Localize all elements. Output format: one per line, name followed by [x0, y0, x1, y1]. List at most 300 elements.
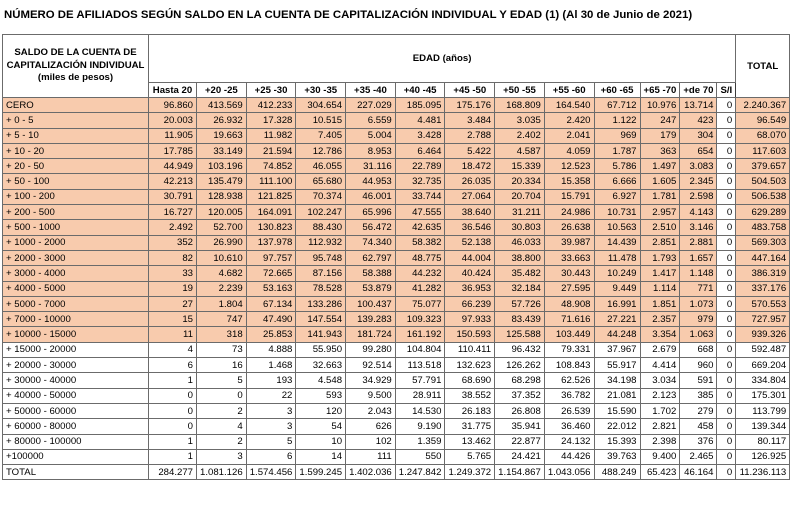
- age-column-header: +25 -30: [246, 83, 296, 98]
- table-cell: 26.638: [544, 220, 594, 235]
- table-cell: 12.523: [544, 159, 594, 174]
- row-label: + 7000 - 10000: [3, 312, 149, 327]
- table-cell: 97.757: [246, 250, 296, 265]
- table-cell: 52.138: [445, 235, 495, 250]
- table-cell: 4.481: [395, 113, 445, 128]
- table-cell: 120: [296, 403, 346, 418]
- table-cell: 13.462: [445, 434, 495, 449]
- table-cell: 40.424: [445, 266, 495, 281]
- row-label: + 3000 - 4000: [3, 266, 149, 281]
- table-cell: 2.239: [197, 281, 247, 296]
- table-cell: 3.428: [395, 128, 445, 143]
- row-total-cell: 506.538: [736, 189, 790, 204]
- table-row: [3, 113, 790, 128]
- table-cell: 10.976: [640, 98, 680, 113]
- row-total-cell: 629.289: [736, 205, 790, 220]
- table-cell: 0: [717, 403, 736, 418]
- table-body: [3, 98, 790, 480]
- table-cell: 14.530: [395, 403, 445, 418]
- table-cell: 36.782: [544, 388, 594, 403]
- edad-header: EDAD (años): [149, 35, 736, 83]
- table-cell: 5.786: [594, 159, 640, 174]
- table-row: [3, 327, 790, 342]
- row-total-cell: 139.344: [736, 419, 790, 434]
- table-cell: 0: [717, 296, 736, 311]
- table-cell: 488.249: [594, 465, 640, 480]
- row-total-cell: 68.070: [736, 128, 790, 143]
- table-cell: 385: [680, 388, 717, 403]
- table-cell: 0: [717, 113, 736, 128]
- table-row: [3, 358, 790, 373]
- table-cell: 96.432: [495, 342, 545, 357]
- table-cell: 304: [680, 128, 717, 143]
- table-cell: 46.164: [680, 465, 717, 480]
- table-cell: 137.978: [246, 235, 296, 250]
- age-column-header: +35 -40: [346, 83, 396, 98]
- table-cell: 71.616: [544, 312, 594, 327]
- row-total-cell: 337.176: [736, 281, 790, 296]
- table-cell: 48.908: [544, 296, 594, 311]
- table-cell: 0: [717, 128, 736, 143]
- table-cell: 0: [717, 281, 736, 296]
- table-cell: 139.283: [346, 312, 396, 327]
- row-total-cell: 96.549: [736, 113, 790, 128]
- table-cell: 164.091: [246, 205, 296, 220]
- table-cell: 304.654: [296, 98, 346, 113]
- table-cell: 7.405: [296, 128, 346, 143]
- table-cell: 52.700: [197, 220, 247, 235]
- row-total-cell: 669.204: [736, 358, 790, 373]
- table-cell: 0: [149, 403, 197, 418]
- table-cell: 0: [717, 434, 736, 449]
- table-cell: 95.748: [296, 250, 346, 265]
- table-cell: 132.623: [445, 358, 495, 373]
- table-cell: 22.012: [594, 419, 640, 434]
- table-cell: 16: [197, 358, 247, 373]
- table-cell: 1.122: [594, 113, 640, 128]
- table-cell: 247: [640, 113, 680, 128]
- table-row: [3, 403, 790, 418]
- table-cell: 1.154.867: [495, 465, 545, 480]
- table-cell: 3.035: [495, 113, 545, 128]
- table-cell: 58.388: [346, 266, 396, 281]
- table-cell: 15: [149, 312, 197, 327]
- table-cell: 31.116: [346, 159, 396, 174]
- table-cell: 26.035: [445, 174, 495, 189]
- table-row: [3, 143, 790, 158]
- table-cell: 2.851: [640, 235, 680, 250]
- table-cell: 1.359: [395, 434, 445, 449]
- table-cell: 38.552: [445, 388, 495, 403]
- table-cell: 36.546: [445, 220, 495, 235]
- table-cell: 168.809: [495, 98, 545, 113]
- table-cell: 65.996: [346, 205, 396, 220]
- table-cell: 175.176: [445, 98, 495, 113]
- table-cell: 27: [149, 296, 197, 311]
- table-cell: 21.594: [246, 143, 296, 158]
- table-cell: 12.786: [296, 143, 346, 158]
- table-cell: 55.917: [594, 358, 640, 373]
- table-cell: 26.539: [544, 403, 594, 418]
- row-label: + 200 - 500: [3, 205, 149, 220]
- table-cell: 38.800: [495, 250, 545, 265]
- row-total-cell: 117.603: [736, 143, 790, 158]
- table-cell: 56.472: [346, 220, 396, 235]
- table-row: [3, 174, 790, 189]
- table-cell: 0: [717, 143, 736, 158]
- table-cell: 1.249.372: [445, 465, 495, 480]
- table-cell: 47.555: [395, 205, 445, 220]
- table-row: [3, 128, 790, 143]
- table-cell: 6.666: [594, 174, 640, 189]
- table-cell: 9.449: [594, 281, 640, 296]
- table-cell: 14.439: [594, 235, 640, 250]
- table-cell: 6: [246, 449, 296, 464]
- table-cell: 1.702: [640, 403, 680, 418]
- table-cell: 39.987: [544, 235, 594, 250]
- age-column-header: +40 -45: [395, 83, 445, 98]
- table-cell: 15.393: [594, 434, 640, 449]
- table-row: [3, 419, 790, 434]
- table-cell: 37.967: [594, 342, 640, 357]
- row-total-cell: 379.657: [736, 159, 790, 174]
- table-cell: 25.853: [246, 327, 296, 342]
- page-title: NÚMERO DE AFILIADOS SEGÚN SALDO EN LA CUENTA DE CAPITALIZACIÓN INDIVIDUAL Y EDAD (1) (Al 30 de Junio de 2021): [4, 9, 693, 21]
- row-label: + 10000 - 15000: [3, 327, 149, 342]
- table-cell: 1.793: [640, 250, 680, 265]
- table-cell: 4.888: [246, 342, 296, 357]
- table-cell: 16.727: [149, 205, 197, 220]
- table-cell: 55.950: [296, 342, 346, 357]
- table-cell: 33: [149, 266, 197, 281]
- table-row: [3, 373, 790, 388]
- table-cell: 33.149: [197, 143, 247, 158]
- table-row: [3, 250, 790, 265]
- table-cell: 150.593: [445, 327, 495, 342]
- table-row: [3, 434, 790, 449]
- table-cell: 2.679: [640, 342, 680, 357]
- table-cell: 125.588: [495, 327, 545, 342]
- table-cell: 26.990: [197, 235, 247, 250]
- row-label: + 500 - 1000: [3, 220, 149, 235]
- table-cell: 14: [296, 449, 346, 464]
- table-cell: 6.559: [346, 113, 396, 128]
- row-total-cell: 447.164: [736, 250, 790, 265]
- table-cell: 1.574.456: [246, 465, 296, 480]
- table-cell: 2.398: [640, 434, 680, 449]
- table-cell: 1.114: [640, 281, 680, 296]
- table-cell: 376: [680, 434, 717, 449]
- table-cell: 3.034: [640, 373, 680, 388]
- table-cell: 2.881: [680, 235, 717, 250]
- table-cell: 68.690: [445, 373, 495, 388]
- table-cell: 5: [246, 434, 296, 449]
- table-cell: 35.941: [495, 419, 545, 434]
- table-cell: 44.248: [594, 327, 640, 342]
- table-cell: 1.804: [197, 296, 247, 311]
- table-cell: 2.402: [495, 128, 545, 143]
- total-header: TOTAL: [736, 35, 790, 98]
- table-cell: 2.788: [445, 128, 495, 143]
- table-cell: 41.282: [395, 281, 445, 296]
- table-cell: 78.528: [296, 281, 346, 296]
- table-cell: 13.714: [680, 98, 717, 113]
- table-cell: 75.077: [395, 296, 445, 311]
- table-cell: 0: [717, 419, 736, 434]
- row-label: + 1000 - 2000: [3, 235, 149, 250]
- table-cell: 3: [246, 403, 296, 418]
- table-cell: 352: [149, 235, 197, 250]
- table-cell: 10: [296, 434, 346, 449]
- row-total-cell: 483.758: [736, 220, 790, 235]
- table-cell: 0: [717, 159, 736, 174]
- table-cell: 1.851: [640, 296, 680, 311]
- table-cell: 1.468: [246, 358, 296, 373]
- table-cell: 33.744: [395, 189, 445, 204]
- table-cell: 57.726: [495, 296, 545, 311]
- table-cell: 46.033: [495, 235, 545, 250]
- table-cell: 15.339: [495, 159, 545, 174]
- row-total-cell: 113.799: [736, 403, 790, 418]
- table-cell: 654: [680, 143, 717, 158]
- row-label: + 4000 - 5000: [3, 281, 149, 296]
- table-cell: 9.190: [395, 419, 445, 434]
- table-cell: 2.492: [149, 220, 197, 235]
- table-cell: 74.852: [246, 159, 296, 174]
- age-column-header: +50 -55: [495, 83, 545, 98]
- table-row: [3, 388, 790, 403]
- table-cell: 1.781: [640, 189, 680, 204]
- table-row: [3, 220, 790, 235]
- table-cell: 0: [149, 419, 197, 434]
- row-label: TOTAL: [3, 465, 149, 480]
- table-cell: 11.905: [149, 128, 197, 143]
- age-column-header: +de 70: [680, 83, 717, 98]
- row-total-cell: 175.301: [736, 388, 790, 403]
- table-cell: 3: [246, 419, 296, 434]
- table-cell: 28.911: [395, 388, 445, 403]
- table-cell: 1: [149, 449, 197, 464]
- table-cell: 126.262: [495, 358, 545, 373]
- row-total-cell: 570.553: [736, 296, 790, 311]
- table-cell: 2: [197, 434, 247, 449]
- table-cell: 104.804: [395, 342, 445, 357]
- table-cell: 46.055: [296, 159, 346, 174]
- table-cell: 27.221: [594, 312, 640, 327]
- table-cell: 2: [197, 403, 247, 418]
- table-cell: 10.610: [197, 250, 247, 265]
- table-cell: 593: [296, 388, 346, 403]
- row-label: + 80000 - 100000: [3, 434, 149, 449]
- table-row: [3, 189, 790, 204]
- table-cell: 72.665: [246, 266, 296, 281]
- table-cell: 10.515: [296, 113, 346, 128]
- table-cell: 113.518: [395, 358, 445, 373]
- row-label: + 15000 - 20000: [3, 342, 149, 357]
- table-cell: 79.331: [544, 342, 594, 357]
- row-label: + 60000 - 80000: [3, 419, 149, 434]
- table-cell: 1.402.036: [346, 465, 396, 480]
- table-cell: 0: [717, 174, 736, 189]
- table-cell: 5.765: [445, 449, 495, 464]
- table-cell: 0: [717, 189, 736, 204]
- table-cell: 22: [246, 388, 296, 403]
- row-label: + 50000 - 60000: [3, 403, 149, 418]
- table-cell: 3.146: [680, 220, 717, 235]
- table-cell: 11.478: [594, 250, 640, 265]
- table-cell: 0: [717, 465, 736, 480]
- table-cell: 2.041: [544, 128, 594, 143]
- table-cell: 48.775: [395, 250, 445, 265]
- table-cell: 969: [594, 128, 640, 143]
- table-cell: 57.791: [395, 373, 445, 388]
- table-cell: 68.298: [495, 373, 545, 388]
- row-label: + 5000 - 7000: [3, 296, 149, 311]
- row-label: + 20000 - 30000: [3, 358, 149, 373]
- table-cell: 47.490: [246, 312, 296, 327]
- table-cell: 1.148: [680, 266, 717, 281]
- table-cell: 42.635: [395, 220, 445, 235]
- table-cell: 2.123: [640, 388, 680, 403]
- table-cell: 17.328: [246, 113, 296, 128]
- table-cell: 121.825: [246, 189, 296, 204]
- table-cell: 3.484: [445, 113, 495, 128]
- table-cell: 16.991: [594, 296, 640, 311]
- table-cell: 31.775: [445, 419, 495, 434]
- row-total-cell: 939.326: [736, 327, 790, 342]
- table-cell: 4.682: [197, 266, 247, 281]
- table-cell: 44.426: [544, 449, 594, 464]
- age-column-header: +65 -70: [640, 83, 680, 98]
- table-cell: 0: [717, 373, 736, 388]
- table-cell: 0: [717, 205, 736, 220]
- table-cell: 6.927: [594, 189, 640, 204]
- table-cell: 32.663: [296, 358, 346, 373]
- table-cell: 0: [149, 388, 197, 403]
- table-cell: 62.797: [346, 250, 396, 265]
- table-cell: 20.334: [495, 174, 545, 189]
- row-total-cell: 592.487: [736, 342, 790, 357]
- table-cell: 2.598: [680, 189, 717, 204]
- row-label: +100000: [3, 449, 149, 464]
- table-cell: 133.286: [296, 296, 346, 311]
- table-cell: 20.003: [149, 113, 197, 128]
- table-cell: 24.132: [544, 434, 594, 449]
- table-row: [3, 342, 790, 357]
- table-cell: 363: [640, 143, 680, 158]
- age-column-header: Hasta 20: [149, 83, 197, 98]
- table-cell: 11.982: [246, 128, 296, 143]
- table-cell: 4: [149, 342, 197, 357]
- row-label: + 10 - 20: [3, 143, 149, 158]
- table-cell: 10.731: [594, 205, 640, 220]
- table-cell: 96.860: [149, 98, 197, 113]
- table-cell: 11: [149, 327, 197, 342]
- row-total-cell: 386.319: [736, 266, 790, 281]
- table-cell: 3.083: [680, 159, 717, 174]
- table-cell: 164.540: [544, 98, 594, 113]
- row-total-cell: 2.240.367: [736, 98, 790, 113]
- table-cell: 100.437: [346, 296, 396, 311]
- table-cell: 73: [197, 342, 247, 357]
- table-cell: 33.663: [544, 250, 594, 265]
- table-row: [3, 98, 790, 113]
- age-column-header: +55 -60: [544, 83, 594, 98]
- table-cell: 2.043: [346, 403, 396, 418]
- table-cell: 82: [149, 250, 197, 265]
- table-cell: 413.569: [197, 98, 247, 113]
- table-cell: 109.323: [395, 312, 445, 327]
- table-cell: 102.247: [296, 205, 346, 220]
- table-cell: 0: [717, 250, 736, 265]
- table-cell: 3: [197, 449, 247, 464]
- table-cell: 15.590: [594, 403, 640, 418]
- table-cell: 53.163: [246, 281, 296, 296]
- row-total-cell: 126.925: [736, 449, 790, 464]
- row-label: + 100 - 200: [3, 189, 149, 204]
- table-cell: 15.791: [544, 189, 594, 204]
- table-header: [3, 35, 790, 98]
- table-cell: 74.340: [346, 235, 396, 250]
- table-row: [3, 235, 790, 250]
- table-cell: 4.587: [495, 143, 545, 158]
- table-cell: 18.472: [445, 159, 495, 174]
- row-label: + 2000 - 3000: [3, 250, 149, 265]
- table-cell: 626: [346, 419, 396, 434]
- row-total-cell: 504.503: [736, 174, 790, 189]
- table-cell: 36.460: [544, 419, 594, 434]
- total-row: [3, 465, 790, 480]
- table-row: [3, 281, 790, 296]
- table-cell: 1.497: [640, 159, 680, 174]
- table-cell: 771: [680, 281, 717, 296]
- table-cell: 30.791: [149, 189, 197, 204]
- table-row: [3, 266, 790, 281]
- table-cell: 0: [717, 312, 736, 327]
- table-cell: 1.599.245: [296, 465, 346, 480]
- age-column-header: +30 -35: [296, 83, 346, 98]
- table-cell: 65.680: [296, 174, 346, 189]
- table-cell: 2.420: [544, 113, 594, 128]
- table-cell: 0: [717, 358, 736, 373]
- table-cell: 44.232: [395, 266, 445, 281]
- table-cell: 92.514: [346, 358, 396, 373]
- table-cell: 1.081.126: [197, 465, 247, 480]
- table-cell: 960: [680, 358, 717, 373]
- table-cell: 24.421: [495, 449, 545, 464]
- table-cell: 34.198: [594, 373, 640, 388]
- table-cell: 412.233: [246, 98, 296, 113]
- table-cell: 27.064: [445, 189, 495, 204]
- table-cell: 10.563: [594, 220, 640, 235]
- table-cell: 17.785: [149, 143, 197, 158]
- table-cell: 88.430: [296, 220, 346, 235]
- table-cell: 62.526: [544, 373, 594, 388]
- table-cell: 5.004: [346, 128, 396, 143]
- row-label: + 0 - 5: [3, 113, 149, 128]
- table-cell: 27.595: [544, 281, 594, 296]
- table-cell: 0: [717, 388, 736, 403]
- table-cell: 21.081: [594, 388, 640, 403]
- table-cell: 103.449: [544, 327, 594, 342]
- table-cell: 147.554: [296, 312, 346, 327]
- table-cell: 108.843: [544, 358, 594, 373]
- table-cell: 2.821: [640, 419, 680, 434]
- table-cell: 550: [395, 449, 445, 464]
- table-cell: 30.443: [544, 266, 594, 281]
- table-cell: 65.423: [640, 465, 680, 480]
- table-row: [3, 159, 790, 174]
